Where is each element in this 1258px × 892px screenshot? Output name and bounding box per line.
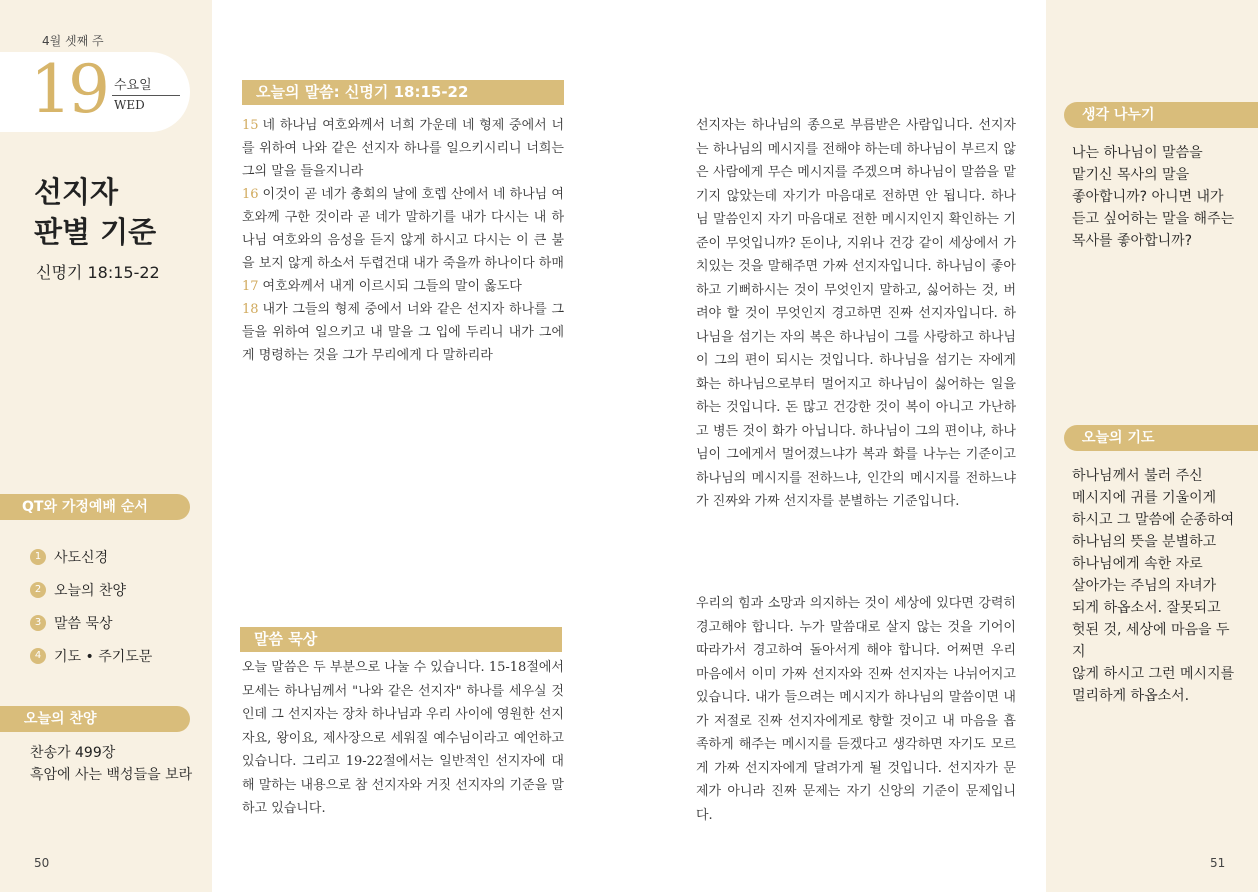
prayer-text — [1072, 465, 1242, 707]
verse-number: 17 — [242, 279, 259, 294]
list-item — [30, 540, 152, 573]
hymn-info — [30, 742, 192, 786]
order-list — [30, 540, 152, 672]
text-line: 하나님께서 불러 주신 — [1072, 468, 1203, 484]
text-line: 나는 하나님이 말씀을 — [1072, 145, 1203, 161]
meditation-heading: 말씀 묵상 — [240, 627, 562, 651]
page-number-left: 50 — [34, 856, 50, 870]
text-line: 살아가는 주님의 자녀가 — [1072, 578, 1217, 594]
weekday-divider — [112, 95, 180, 96]
text-line: 하시고 그 말씀에 순종하여 — [1072, 512, 1235, 528]
weekday-korean: 수요일 — [114, 78, 152, 93]
verse-text: 여호와께서 내게 이르시되 그들의 말이 옳도다 — [262, 279, 522, 294]
text-line: 하나님의 뜻을 분별하고 — [1072, 534, 1217, 550]
meditation-text: 오늘 말씀은 두 부분으로 나눌 수 있습니다. 15-18절에서 모세는 하나님께서 "나와 같은 선지자" 하나를 세우실 것인데 그 선지자는 장차 하나님과 우리 사이에 영원한 선지자요, 왕이요, 제사장으로 세워질 예수님이라고 예언하고 있습니다. 그리고 19-22절에서는 일반적인 선지자에 대해 말하는 내용으로 참 선지자와 거짓 선지자의 기준을 말하고 있습니다. — [242, 660, 564, 816]
list-item — [30, 639, 152, 672]
order-number-badge: 2 — [30, 582, 46, 598]
body-paragraph-1: 선지자는 하나님의 종으로 부름받은 사람입니다. 선지자는 하나님의 메시지를 전해야 하는데 하나님이 부르지 않은 사람에게 무슨 메시지를 주겠으며 하나님이 말씀을 맡기지 않았는데 자기가 마음대로 전하면 안 됩니다. 하나님 말씀인지 자기 마음대로 전한 메시지인지 확인하는 기준이 무엇입니까? 돈이나, 지위나 건강 같이 세상에서 가치있는 것을 말해주면 가짜 선지자입니다. 하나님이 좋아하고 기뻐하시는 것이 무엇인지 말하고, 싫어하는 것, 버려야 할 것이 무엇인지 경고하면 진짜 선지자입니다. 하나님을 섬기는 자의 복은 하나님이 그를 사랑하고 하나님이 그의 편이 되시는 것입니다. 하나님을 섬기는 자에게 화는 하나님으로부터 멀어지고 하나님이 싫어하는 일을 하는 것입니다. 돈 많고 건강한 것이 복이 아니고 가난하고 병든 것이 화가 아닙니다. 하나님이 그의 편이냐, 하나님이 그에게서 멀어졌느냐가 복과 화를 나누는 기준이고 하나님의 메시지를 전하느냐, 인간의 메시지를 전하느냐가 진짜와 가짜 선지자를 분별하는 기준입니다. — [696, 118, 1016, 509]
text-line: 헛된 것, 세상에 마음을 두지 — [1072, 622, 1230, 660]
scripture-reference: 신명기 18:15-22 — [36, 263, 160, 282]
verse-text: 내가 그들의 형제 중에서 너와 같은 선지자 하나를 그들을 위하여 일으키고 내 말을 그 입에 두리니 내가 그에게 명령하는 것을 그가 무리에게 다 말하리라 — [242, 302, 564, 363]
share-text — [1072, 142, 1242, 252]
text-line: 맡기신 목사의 말을 — [1072, 167, 1190, 183]
weekday-english: WED — [114, 98, 145, 112]
page-number-right: 51 — [1210, 856, 1226, 870]
verse-number: 18 — [242, 302, 259, 317]
order-item-label: 오늘의 찬양 — [54, 582, 127, 599]
day-number: 19 — [30, 51, 106, 128]
scripture-heading-underline — [242, 104, 564, 105]
verse — [242, 275, 564, 298]
text-line: 않게 하시고 그런 메시지를 — [1072, 666, 1235, 682]
verse-text: 이것이 곧 네가 총회의 날에 호렙 산에서 네 하나님 여호와께 구한 것이라 곧 네가 말하기를 내가 다시는 내 하나님 여호와의 음성을 듣지 않게 하시고 다시는 이 큰 불을 보지 않게 하소서 두렵건대 내가 죽을까 하나이다 하매 — [242, 187, 564, 271]
hymn-title: 흑암에 사는 백성들을 보라 — [30, 767, 193, 783]
text-line: 되게 하옵소서. 잘못되고 — [1072, 600, 1221, 616]
list-item — [30, 573, 152, 606]
page-title: 선지자 판별 기준 — [34, 175, 157, 249]
text-line: 좋아합니까? 아니면 내가 — [1072, 189, 1224, 205]
meditation-heading-underline — [240, 651, 562, 652]
hymn-heading: 오늘의 찬양 — [0, 706, 190, 732]
verse-text: 네 하나님 여호와께서 너희 가운데 네 형제 중에서 너를 위하여 나와 같은 선지자 하나를 일으키시리니 너희는 그의 말을 들을지니라 — [242, 118, 564, 179]
order-number-badge: 1 — [30, 549, 46, 565]
week-label: 4월 셋째 주 — [42, 34, 104, 48]
text-line: 하나님에게 속한 자로 — [1072, 556, 1203, 572]
text-line: 멀리하게 하옵소서. — [1072, 688, 1190, 704]
verse-number: 15 — [242, 118, 259, 133]
order-number-badge: 4 — [30, 648, 46, 664]
verse-number: 16 — [242, 187, 259, 202]
order-item-label: 사도신경 — [54, 549, 109, 566]
hymn-number: 찬송가 499장 — [30, 745, 116, 761]
prayer-heading: 오늘의 기도 — [1064, 425, 1258, 451]
order-item-label: 말씀 묵상 — [54, 615, 113, 632]
share-heading: 생각 나누기 — [1064, 102, 1258, 128]
verse — [242, 114, 564, 183]
text-line: 목사를 좋아합니까? — [1072, 233, 1193, 249]
order-item-label: 기도 • 주기도문 — [54, 648, 153, 665]
order-number-badge: 3 — [30, 615, 46, 631]
verse — [242, 183, 564, 275]
scripture-verses — [242, 114, 564, 367]
text-line: 메시지에 귀를 기울이게 — [1072, 490, 1217, 506]
text-line: 듣고 싶어하는 말을 해주는 — [1072, 211, 1235, 227]
verse — [242, 298, 564, 367]
body-paragraph-2: 우리의 힘과 소망과 의지하는 것이 세상에 있다면 강력히 경고해야 합니다. 누가 말씀대로 살지 않는 것을 기어이 따라가서 경고하여 돌아서게 해야 합니다. 어쩌면 우리 마음에서 이미 가짜 선지자와 진짜 선지자는 나뉘어지고 있습니다. 내가 들으려는 메시지가 하나님의 말씀이면 내가 저절로 진짜 선지자에게로 향할 것이고 내 마음을 흡족하게 해주는 메시지를 듣겠다고 생각하면 자기도 모르게 가짜 선지자에게 달려가게 될 것입니다. 선지자가 문제가 아니라 진짜 문제는 자기 신앙의 기준이 문제입니다. — [696, 596, 1016, 823]
list-item — [30, 606, 152, 639]
scripture-heading: 오늘의 말씀: 신명기 18:15-22 — [242, 80, 564, 104]
order-heading: QT와 가정예배 순서 — [0, 494, 190, 520]
